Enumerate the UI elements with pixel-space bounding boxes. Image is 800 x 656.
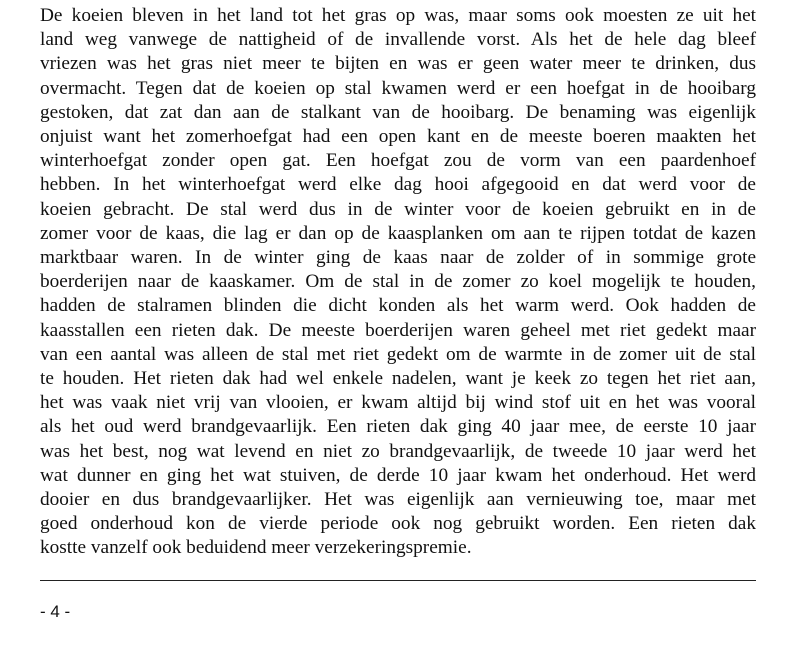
text-line: goed onderhoud kon de vierde periode ook nog gebruikt worden. Een rieten dak <box>40 513 756 535</box>
text-line: vriezen was het gras niet meer te bijten en was er geen water meer te drinken, dus <box>40 53 756 75</box>
text-line: gestoken, dat zat dan aan de stalkant van de hooibarg. De benaming was eigenlijk <box>40 101 756 123</box>
text-line: te houden. Het rieten dak had wel enkele nadelen, want je keek zo tegen het riet aan, <box>40 368 756 390</box>
text-line: van een aantal was alleen de stal met riet gedekt om de warmte in de zomer uit de stal <box>40 343 756 365</box>
text-line: De koeien bleven in het land tot het gras op was, maar soms ook moesten ze uit het <box>40 5 756 26</box>
text-line: als het oud werd brandgevaarlijk. Een rieten dak ging 40 jaar mee, de eerste 10 jaar <box>40 416 756 438</box>
text-line: hadden de stalramen blinden die dicht konden als het warm werd. Ook hadden de <box>40 295 756 317</box>
page-number: - 4 - <box>40 602 71 621</box>
text-line: was het best, nog wat levend en niet zo brandgevaarlijk, de tweede 10 jaar werd het <box>40 440 756 462</box>
body-paragraph <box>40 4 756 561</box>
footer-divider <box>40 580 756 581</box>
text-line: dooier en dus brandgevaarlijker. Het was eigenlijk aan vernieuwing toe, maar met <box>40 489 756 511</box>
text-line: overmacht. Tegen dat de koeien op stal kwamen werd er een hoefgat in de hooibarg <box>40 77 756 99</box>
text-line: winterhoefgat zonder open gat. Een hoefgat zou de vorm van een paardenhoef <box>40 150 756 172</box>
text-line: kostte vanzelf ook beduidend meer verzekeringspremie. <box>40 537 472 559</box>
text-line: boerderijen naar de kaaskamer. Om de stal in de zomer zo koel mogelijk te houden, <box>40 271 756 293</box>
text-line: hebben. In het winterhoefgat werd elke dag hooi afgegooid en dat werd voor de <box>40 174 756 196</box>
text-line: zomer voor de kaas, die lag er dan op de kaasplanken om aan te rijpen totdat de kazen <box>40 222 756 244</box>
text-line: marktbaar waren. In de winter ging de kaas naar de zolder of in sommige grote <box>40 247 756 269</box>
text-line: koeien gebracht. De stal werd dus in de winter voor de koeien gebruikt en in de <box>40 198 756 220</box>
text-line: het was vaak niet vrij van vlooien, er kwam altijd bij wind stof uit en het was vooral <box>40 392 756 414</box>
text-line: kaasstallen een rieten dak. De meeste boerderijen waren geheel met riet gedekt maar <box>40 319 756 341</box>
text-line: land weg vanwege de nattigheid of de invallende vorst. Als het de hele dag bleef <box>40 29 756 51</box>
text-line: onjuist want het zomerhoefgat had een open kant en de meeste boeren maakten het <box>40 126 756 148</box>
text-line: wat dunner en ging het wat stuiven, de derde 10 jaar kwam het onderhoud. Het werd <box>40 464 756 486</box>
